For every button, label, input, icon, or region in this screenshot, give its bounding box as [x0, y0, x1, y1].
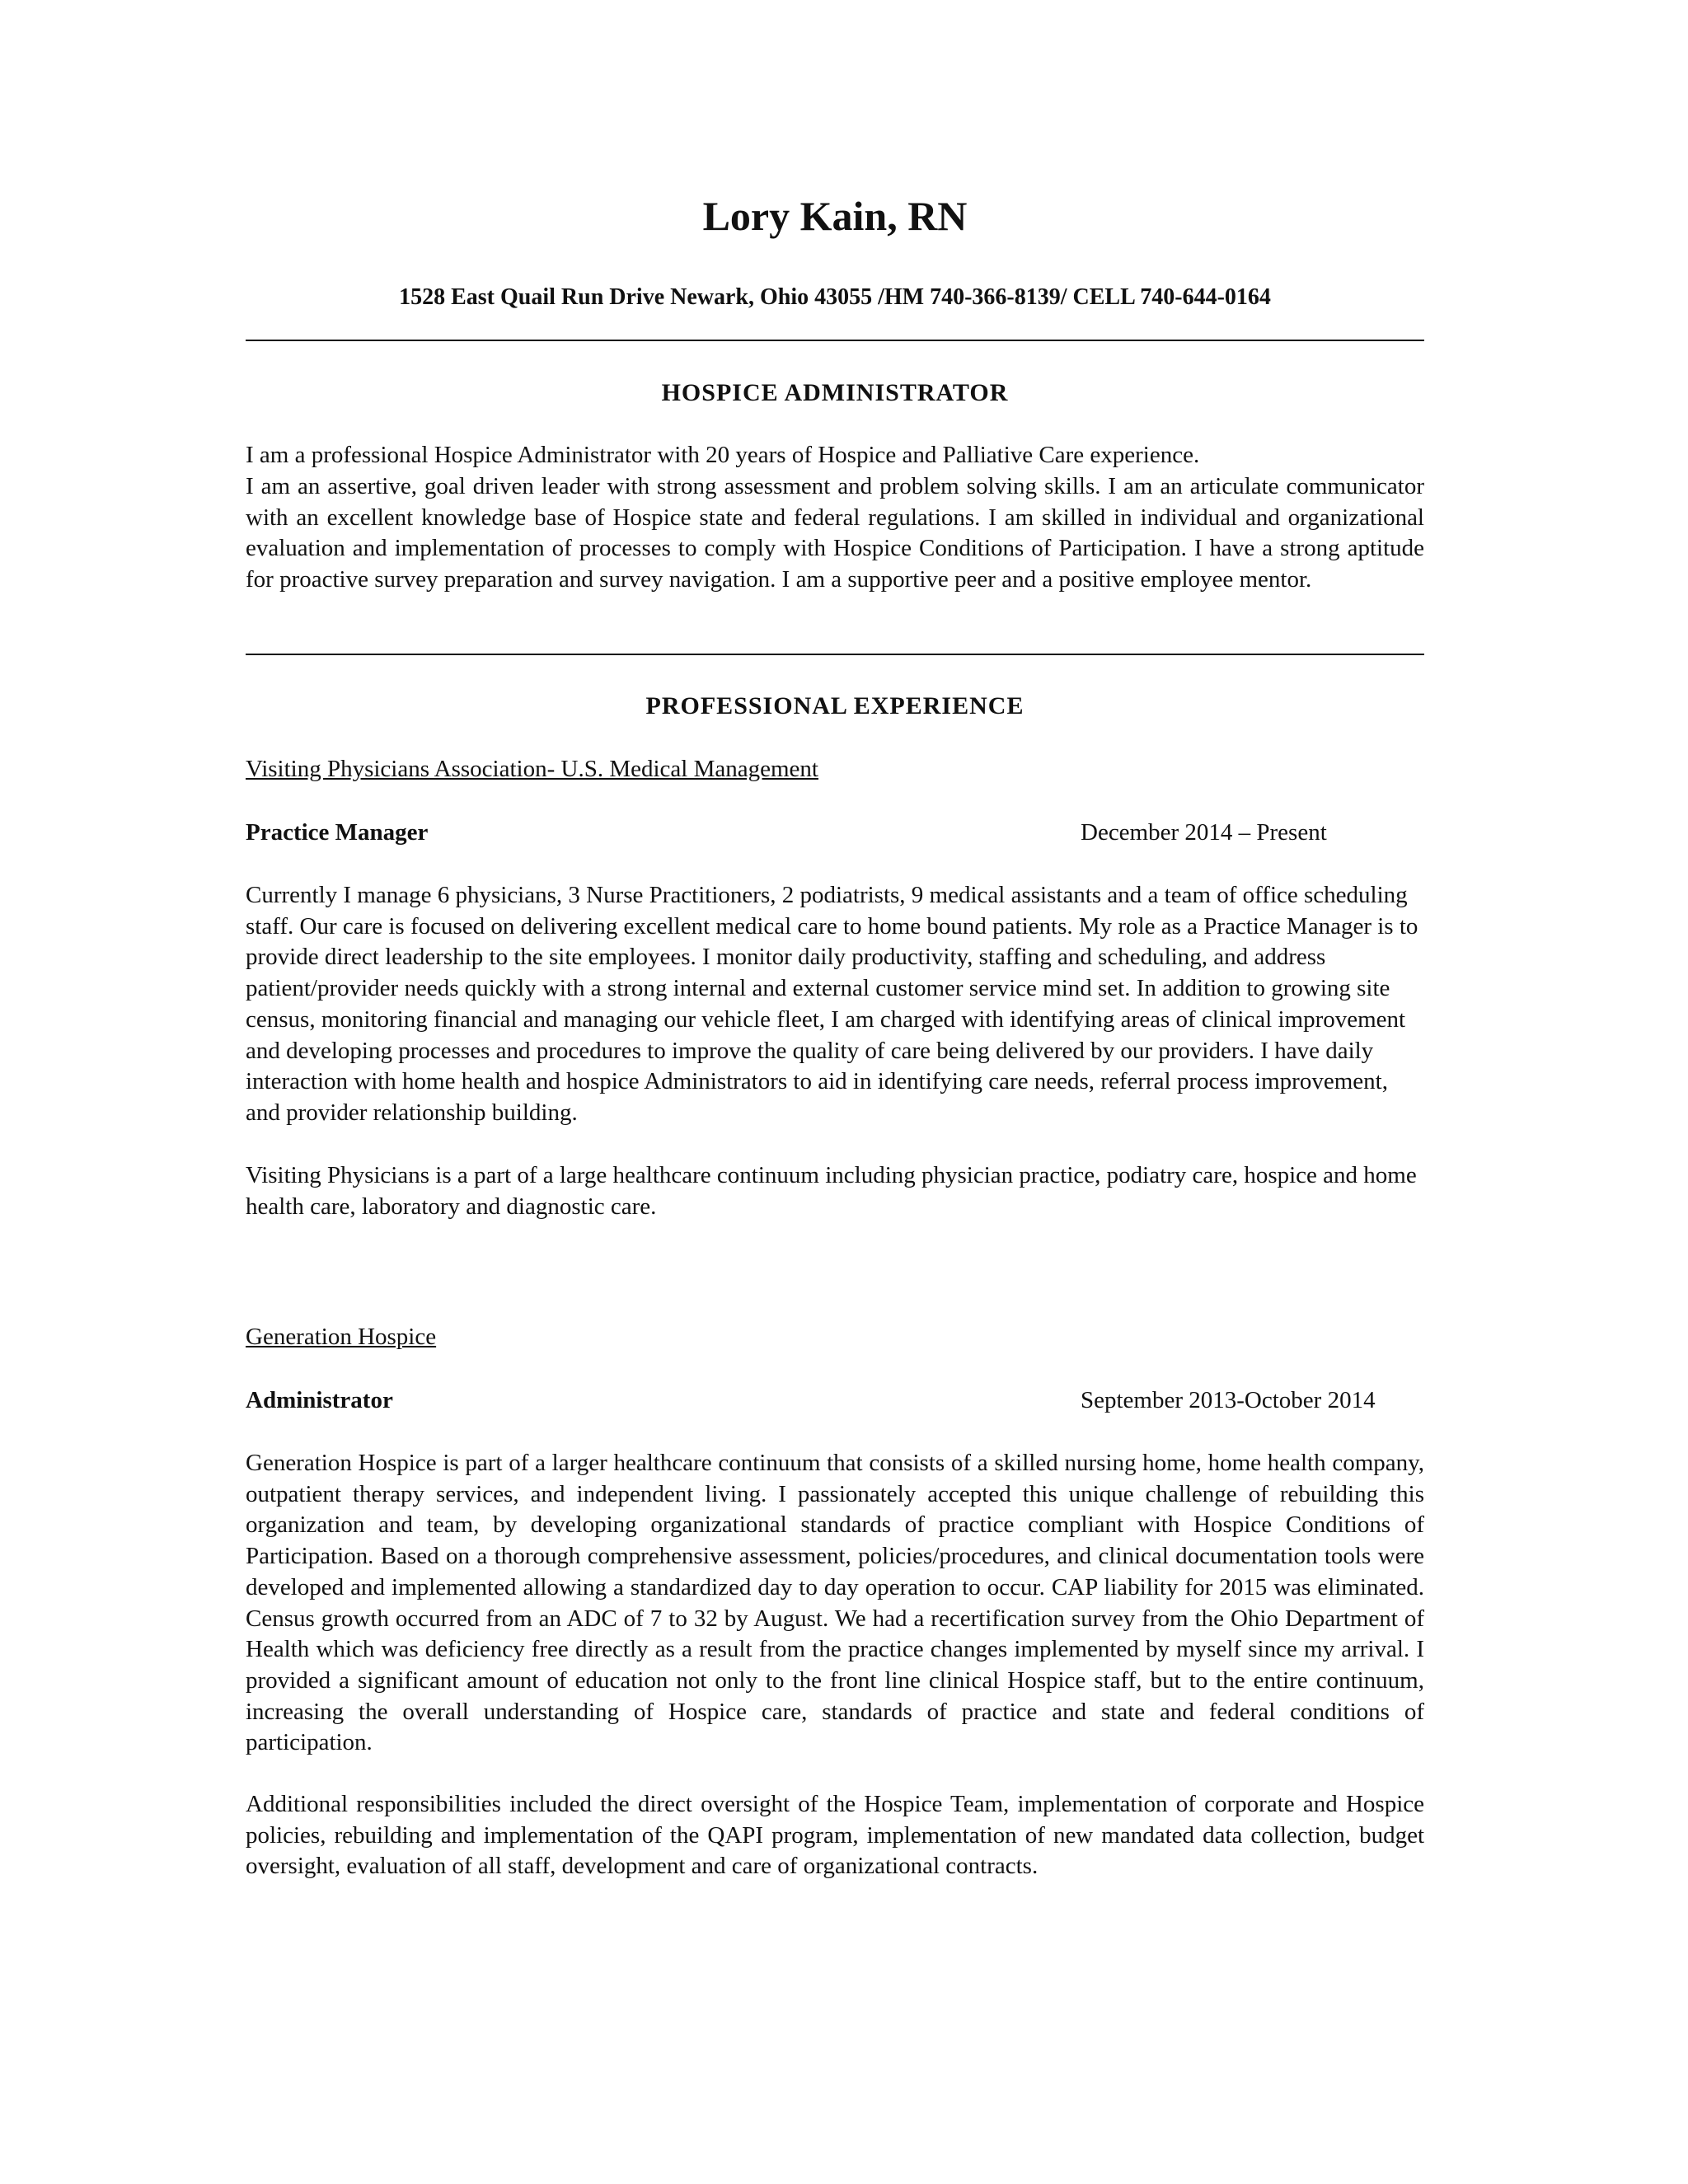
job-description: Currently I manage 6 physicians, 3 Nurse Practitioners, 2 podiatrists, 9 medical assistants and a team of office scheduling staff. Our care is focused on delivering excellent medical care to home bound patients. My role as a Practice Manager is to provide direct leadership to the site employees. I monitor daily productivity, staffing and scheduling, and address patient/provider needs quickly with a strong internal and external customer service mind set. In addition to growing site census, monitoring financial and managing our vehicle fleet, I am charged with identifying areas of clinical improvement and developing processes and procedures to improve the quality of care being delivered by our providers. I have daily interaction with home health and hospice Administrators to aid in identifying care needs, referral process improvement, and provider relationship building.	[246, 882, 1418, 1126]
job-role: Practice Manager	[246, 819, 429, 846]
job-role: Administrator	[246, 1387, 393, 1413]
job-organization: Visiting Physicians Association- U.S. Medical Management	[246, 756, 818, 782]
resume-page	[246, 0, 1424, 2184]
summary-heading: HOSPICE ADMINISTRATOR	[661, 379, 1009, 406]
contact-line: 1528 East Quail Run Drive Newark, Ohio 43055 /HM 740-366-8139/ CELL 740-644-0164	[399, 284, 1271, 310]
summary-intro: I am a professional Hospice Administrator with 20 years of Hospice and Palliative Care experience.	[246, 442, 1200, 468]
job-organization: Generation Hospice	[246, 1324, 437, 1350]
job-description: Visiting Physicians is a part of a large healthcare continuum including physician practice, podiatry care, hospice and home health care, laboratory and diagnostic care.	[246, 1162, 1417, 1220]
divider	[246, 340, 1424, 341]
job-description: Additional responsibilities included the direct oversight of the Hospice Team, implementation of corporate and Hospice policies, rebuilding and implementation of the QAPI program, implementation of new mandated data collection, budget oversight, evaluation of all staff, development and care of organizational contracts.	[246, 1791, 1424, 1880]
job-dates: September 2013-October 2014	[1081, 1387, 1376, 1413]
candidate-name: Lory Kain, RN	[702, 193, 968, 239]
experience-heading: PROFESSIONAL EXPERIENCE	[645, 692, 1025, 719]
divider	[246, 654, 1424, 655]
job-description: Generation Hospice is part of a larger healthcare continuum that consists of a skilled nursing home, home health company, outpatient therapy services, and independent living. I passionately accepted this unique challenge of rebuilding this organization and team, by developing organizational standards of practice compliant with Hospice Conditions of Participation. Based on a thorough comprehensive assessment, policies/procedures, and clinical documentation tools were developed and implemented allowing a standardized day to day operation to occur. CAP liability for 2015 was eliminated. Census growth occurred from an ADC of 7 to 32 by August. We had a recertification survey from the Ohio Department of Health which was deficiency free directly as a result from the practice changes implemented by myself since my arrival. I provided a significant amount of education not only to the front line clinical Hospice staff, but to the entire continuum, increasing the overall understanding of Hospice care, standards of practice and state and federal conditions of participation.	[246, 1450, 1424, 1756]
summary-body: I am an assertive, goal driven leader with strong assessment and problem solving skills. I am an articulate communicator with an excellent knowledge base of Hospice state and federal regulations. I am skilled in individual and organizational evaluation and implementation of processes to comply with Hospice Conditions of Participation. I have a strong aptitude for proactive survey preparation and survey navigation. I am a supportive peer and a positive employee mentor.	[246, 473, 1424, 593]
job-dates: December 2014 – Present	[1081, 819, 1327, 846]
